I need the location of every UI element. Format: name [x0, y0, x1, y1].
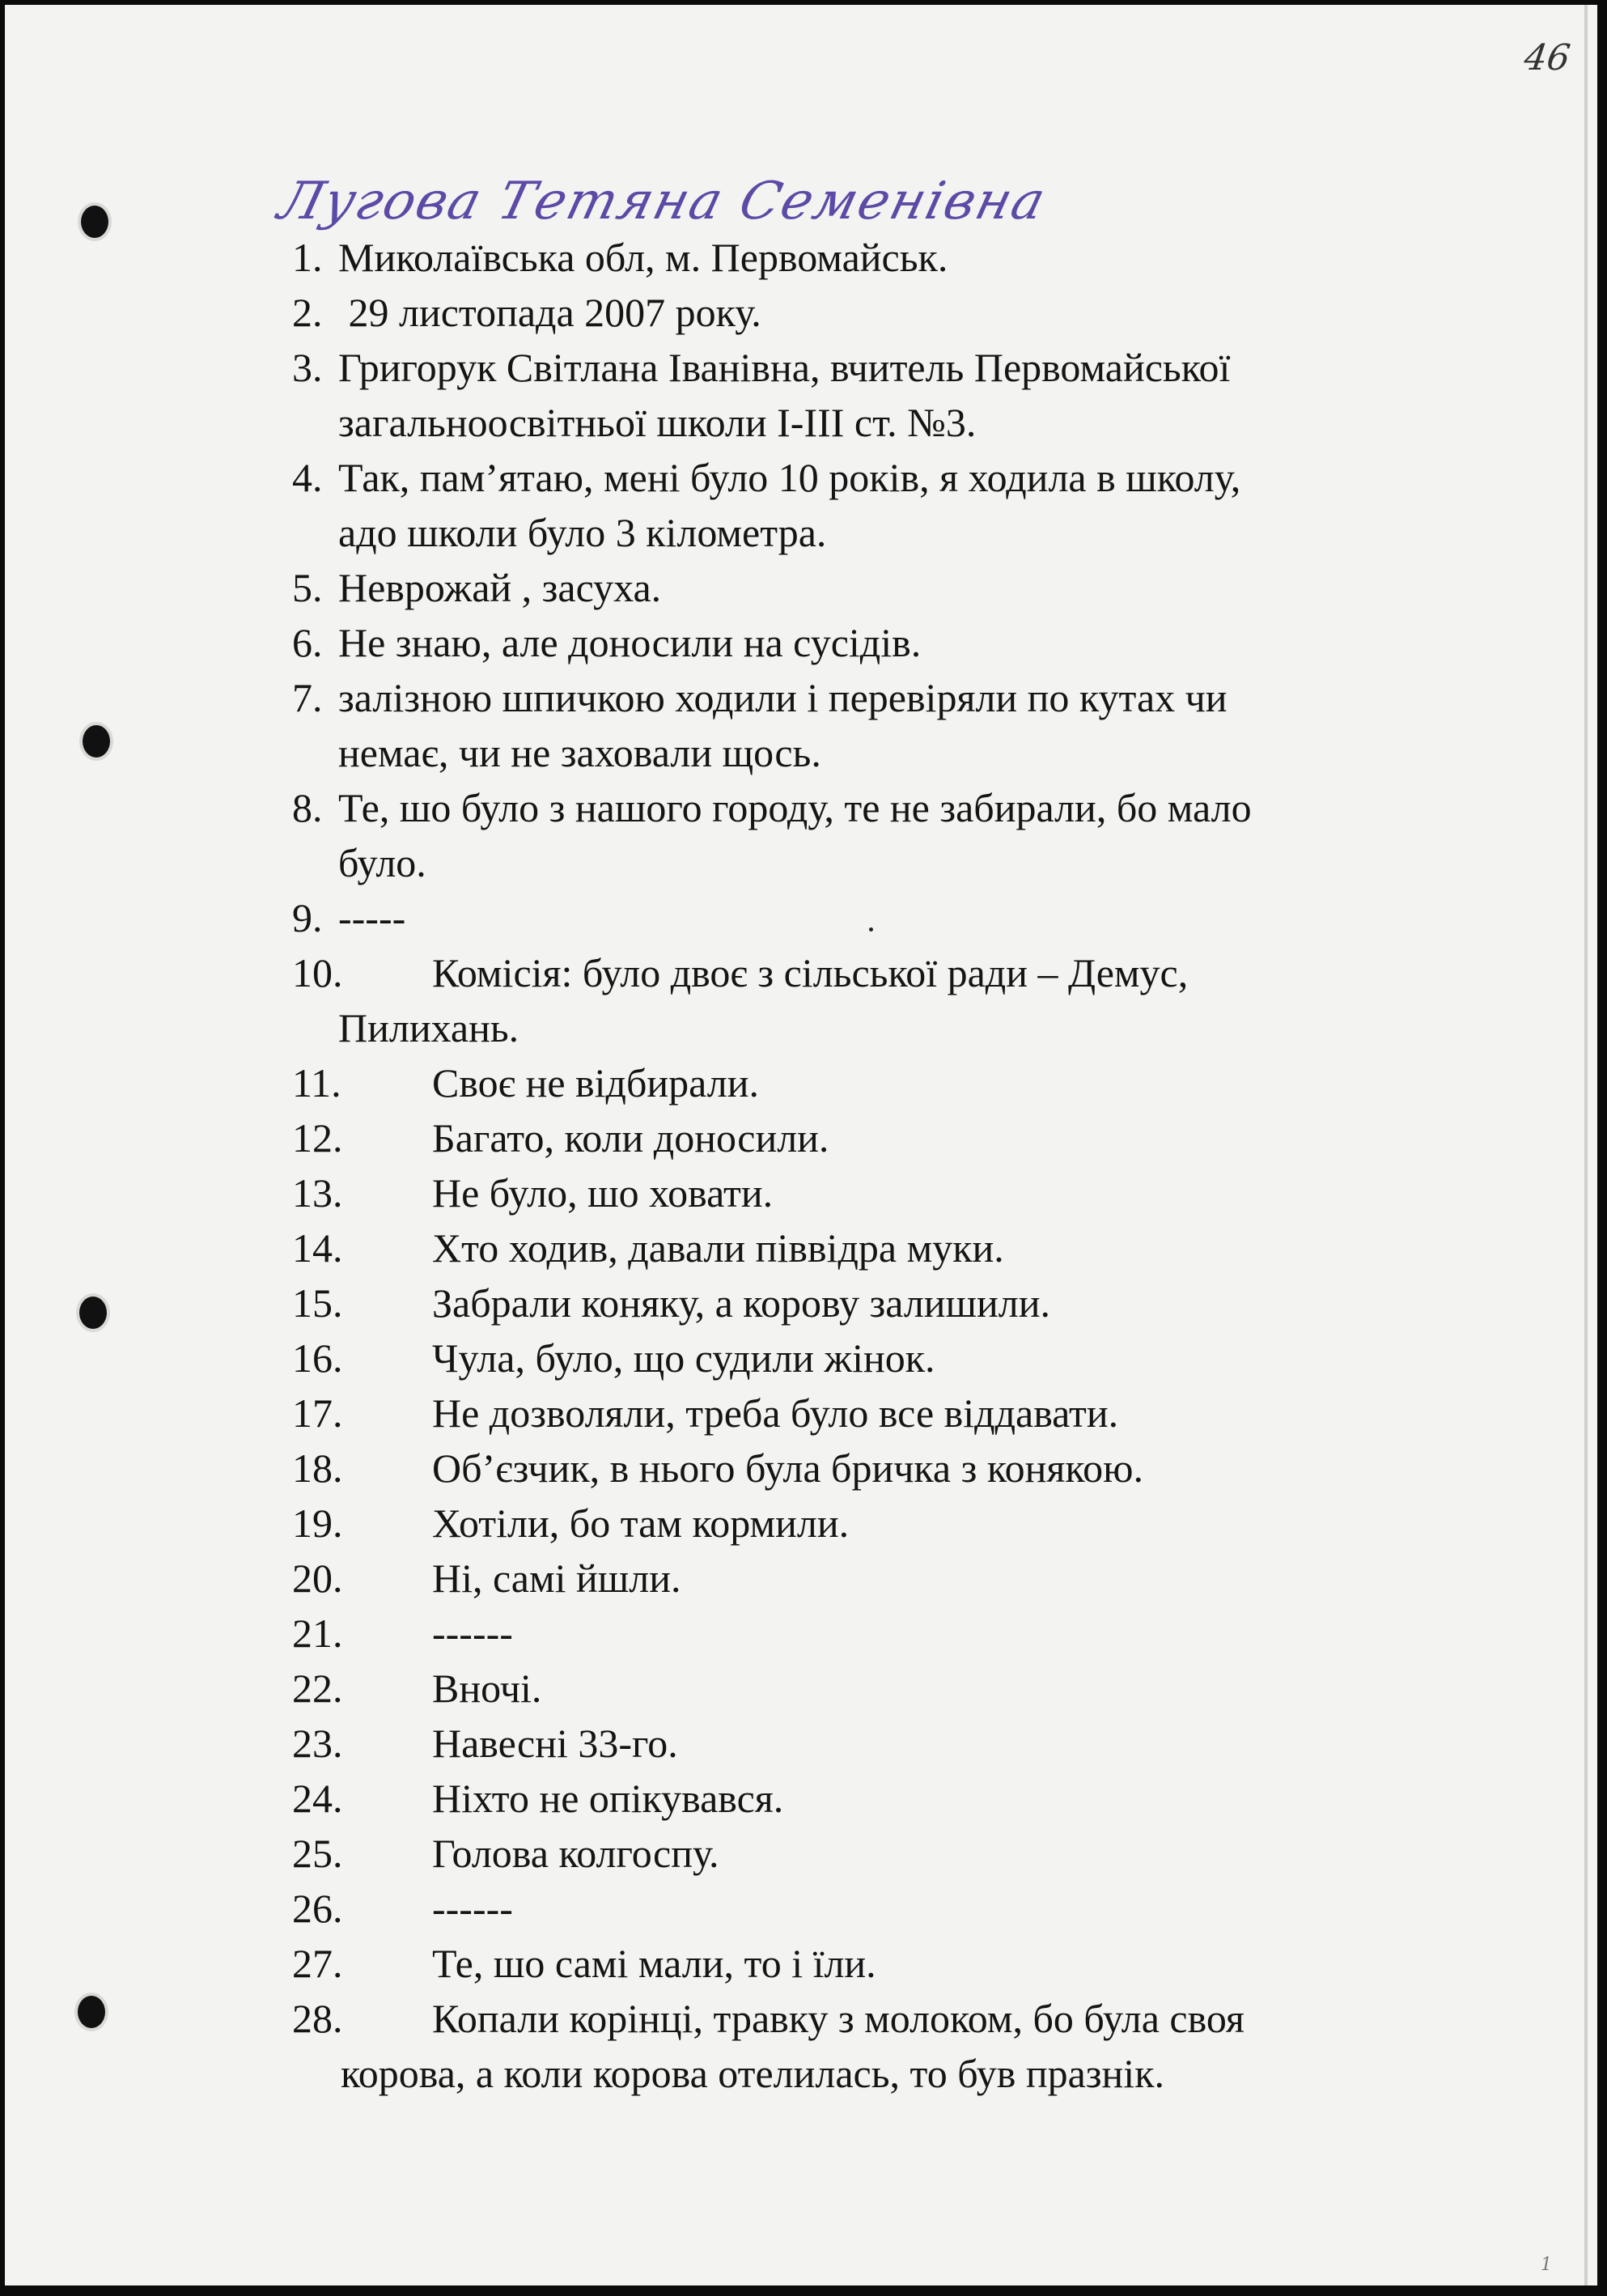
punch-hole-2 [83, 725, 110, 758]
list-item [292, 230, 1449, 285]
item-number: 20. [292, 1555, 343, 1601]
item-number: 4. [292, 455, 323, 500]
item-number: 7. [292, 675, 323, 720]
list-item [292, 670, 1449, 780]
list-item [292, 1936, 1449, 1991]
corner-mark: 1 [1541, 2255, 1552, 2275]
item-text: Забрали коняку, а корову залишили. [432, 1280, 1051, 1326]
handwritten-name: Лугова Тетяна Семенівна [272, 172, 1053, 231]
item-text: Так, пам’ятаю, мені було 10 років, я ходила в школу, [338, 455, 1241, 500]
punch-hole-3 [79, 1297, 107, 1329]
list-item [292, 1386, 1449, 1441]
item-text: Ні, самі йшли. [432, 1555, 681, 1601]
list-item [292, 615, 1449, 670]
item-text: Те, шо було з нашого городу, те не забирали, бо мало [338, 785, 1252, 830]
item-number: 28. [292, 1996, 343, 2041]
item-text: Чула, було, що судили жінок. [432, 1335, 935, 1381]
list-item [292, 1055, 1449, 1110]
item-number: 25. [292, 1831, 343, 1876]
item-number: 13. [292, 1170, 343, 1216]
item-number: 12. [292, 1115, 343, 1161]
item-text: 29 листопада 2007 року. [338, 290, 761, 335]
item-text: Копали корінці, травку з молоком, бо була своя [432, 1996, 1244, 2041]
item-text: Неврожай , засуха. [338, 565, 662, 610]
list-item [292, 1220, 1449, 1275]
item-number: 26. [292, 1886, 343, 1931]
answer-list [292, 230, 1449, 2101]
punch-hole-4 [78, 1996, 105, 2028]
list-item [292, 450, 1449, 560]
stray-dot [869, 927, 873, 932]
item-number: 27. [292, 1941, 343, 1986]
item-text: Своє не відбирали. [432, 1060, 760, 1106]
list-item [292, 1110, 1449, 1165]
list-item [292, 945, 1449, 1055]
list-item [292, 1330, 1449, 1386]
item-text: ------ [432, 1886, 513, 1931]
item-number: 14. [292, 1225, 343, 1271]
item-number: 23. [292, 1721, 343, 1766]
item-text-continuation: було. [338, 840, 426, 885]
list-item [292, 340, 1449, 450]
list-item [292, 1991, 1449, 2101]
document-page [5, 5, 1597, 2285]
item-text: Комісія: було двоє з сільської ради – Демус, [432, 950, 1189, 995]
item-text: Вночі. [432, 1666, 542, 1711]
list-item [292, 1165, 1449, 1220]
item-text: Багато, коли доносили. [432, 1115, 829, 1161]
item-text: Те, шо самі мали, то і їли. [432, 1941, 876, 1986]
item-text: Хто ходив, давали піввідра муки. [432, 1225, 1004, 1271]
item-number: 19. [292, 1500, 343, 1546]
item-text: ----- [338, 895, 406, 940]
item-number: 16. [292, 1335, 343, 1381]
list-item [292, 1826, 1449, 1881]
item-number: 6. [292, 620, 323, 665]
item-text: Миколаївська обл, м. Первомайськ. [338, 235, 948, 280]
list-item [292, 1771, 1449, 1826]
item-number: 17. [292, 1390, 343, 1436]
item-number: 22. [292, 1666, 343, 1711]
list-item [292, 285, 1449, 340]
item-number: 2. [292, 290, 323, 335]
item-number: 15. [292, 1280, 343, 1326]
list-item [292, 1551, 1449, 1606]
list-item [292, 1441, 1449, 1496]
item-number: 8. [292, 785, 323, 830]
item-text: Голова колгоспу. [432, 1831, 719, 1876]
item-number: 18. [292, 1445, 343, 1491]
item-number: 9. [292, 895, 323, 940]
item-text-continuation: адо школи було 3 кілометра. [338, 510, 827, 555]
item-text: Ніхто не опікувався. [432, 1776, 784, 1821]
list-item [292, 1496, 1449, 1551]
item-number: 21. [292, 1611, 343, 1656]
item-text: Григорук Світлана Іванівна, вчитель Первомайської [338, 345, 1231, 390]
list-item [292, 1881, 1449, 1936]
list-item [292, 1661, 1449, 1716]
punch-hole-1 [81, 206, 108, 238]
item-text-continuation: Пилихань. [338, 1005, 519, 1050]
item-number: 5. [292, 565, 323, 610]
item-text: Об’єзчик, в нього була бричка з конякою. [432, 1445, 1143, 1491]
item-number: 3. [292, 345, 323, 390]
list-item [292, 890, 1449, 945]
item-text: Навесні 33-го. [432, 1721, 678, 1766]
item-text: Не дозволяли, треба було все віддавати. [432, 1390, 1119, 1436]
item-number: 10. [292, 950, 343, 995]
list-item [292, 560, 1449, 615]
item-text: Не знаю, але доносили на сусідів. [338, 620, 922, 665]
item-text: ------ [432, 1611, 513, 1656]
item-number: 1. [292, 235, 323, 280]
item-text: Хотіли, бо там кормили. [432, 1500, 850, 1546]
item-text-continuation: немає, чи не заховали щось. [338, 730, 821, 775]
list-item [292, 1716, 1449, 1771]
item-number: 24. [292, 1776, 343, 1821]
item-text: Не було, шо ховати. [432, 1170, 774, 1216]
list-item [292, 1606, 1449, 1661]
item-text-continuation: корова, а коли корова отелилась, то був празнік. [341, 2051, 1164, 2096]
item-text: залізною шпичкою ходили і перевіряли по кутах чи [338, 675, 1228, 720]
list-item [292, 780, 1449, 890]
page-number: 46 [1521, 37, 1573, 79]
item-number: 11. [292, 1060, 341, 1106]
item-text-continuation: загальноосвітньої школи І-ІІІ ст. №3. [338, 400, 977, 445]
list-item [292, 1275, 1449, 1330]
